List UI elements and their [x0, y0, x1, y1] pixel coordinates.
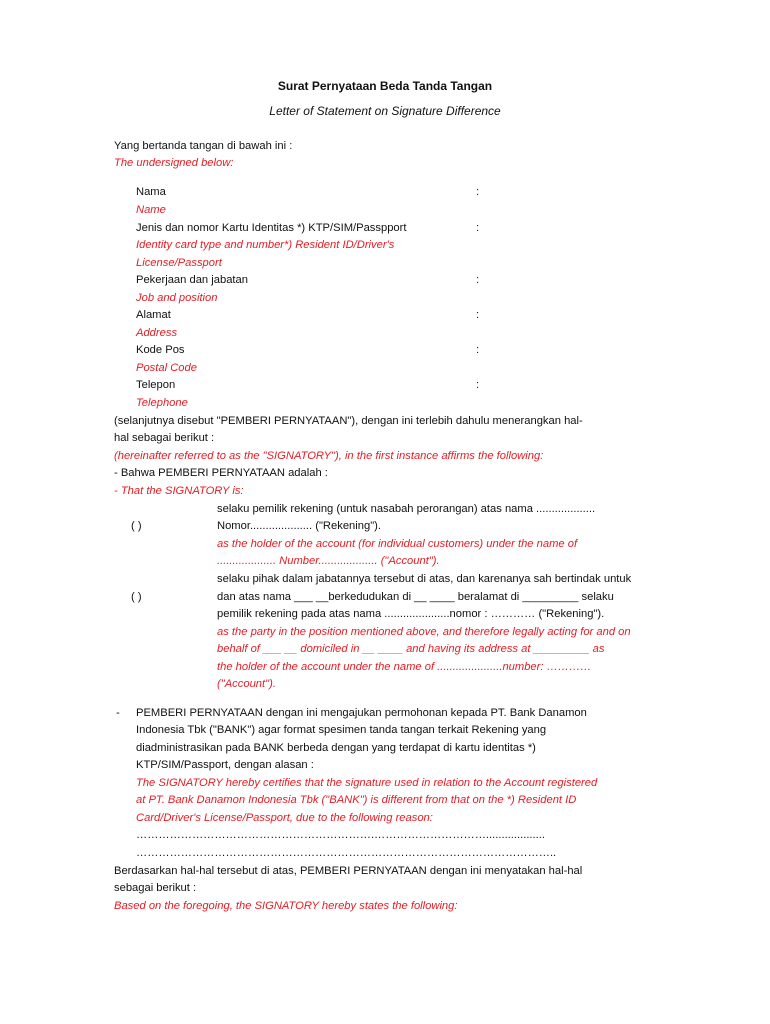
request-text-4: KTP/SIM/Passport, dengan alasan : — [136, 759, 314, 771]
reason-line-2[interactable]: ………………………………………………………………………………………………….. — [136, 847, 557, 859]
option2-text: selaku pihak dalam jabatannya tersebut di atas, dan karenanya sah bertindak untuk — [217, 573, 632, 585]
bahwa-text: - Bahwa PEMBERI PERNYATAAN adalah : — [114, 467, 328, 479]
field-job-label: Pekerjaan dan jabatan — [136, 274, 248, 286]
bahwa-text-en: - That the SIGNATORY is: — [114, 485, 244, 497]
field-id-card-label-en: Identity card type and number*) Resident ID/Driver's — [136, 239, 395, 251]
hereinafter-text-en: (hereinafter referred to as the "SIGNATORY"), in the first instance affirms the following: — [114, 450, 544, 462]
option1-text: selaku pemilik rekening (untuk nasabah perorangan) atas nama ................... — [217, 503, 596, 515]
request-text-en-3: Card/Driver's License/Passport, due to the following reason: — [136, 812, 433, 824]
field-id-card-label-en-2: License/Passport — [136, 257, 222, 269]
request-text-3: diadministrasikan pada BANK berbeda dengan yang terdapat di kartu identitas *) — [136, 742, 536, 754]
hereinafter-text: (selanjutnya disebut "PEMBERI PERNYATAAN"), dengan ini terlebih dahulu menerangkan hal- — [114, 415, 583, 427]
request-text: PEMBERI PERNYATAAN dengan ini mengajukan permohonan kepada PT. Bank Danamon — [136, 707, 587, 719]
request-text-en: The SIGNATORY hereby certifies that the signature used in relation to the Account registered — [136, 777, 598, 789]
option2-text-en-4: ("Account"). — [217, 678, 276, 690]
option2-text-en-2: behalf of ___ __ domiciled in __ ____ and having its address at _________ as — [217, 643, 605, 655]
option2-checkbox[interactable]: ( ) — [131, 591, 142, 603]
field-phone-colon: : — [476, 379, 480, 391]
intro-text-en: The undersigned below: — [114, 157, 234, 169]
field-name-label: Nama — [136, 186, 166, 198]
option1-text-2: Nomor.................... ("Rekening"). — [217, 520, 381, 532]
reason-line-1[interactable]: ……………………………………………………….…………………………................... — [136, 829, 545, 841]
intro-text: Yang bertanda tangan di bawah ini : — [114, 140, 293, 152]
field-job-colon: : — [476, 274, 480, 286]
field-phone-label: Telepon — [136, 379, 176, 391]
conclusion-text-2: sebagai berikut : — [114, 882, 197, 894]
hereinafter-text-2: hal sebagai berikut : — [114, 432, 215, 444]
field-job-label-en: Job and position — [136, 292, 218, 304]
field-postal-colon: : — [476, 344, 480, 356]
option2-text-en-3: the holder of the account under the name of .....................number: ………… — [217, 661, 592, 673]
field-postal-label-en: Postal Code — [136, 362, 197, 374]
field-name-colon: : — [476, 186, 480, 198]
field-postal-label: Kode Pos — [136, 344, 185, 356]
field-address-colon: : — [476, 309, 480, 321]
option1-text-en: as the holder of the account (for individual customers) under the name of — [217, 538, 578, 550]
field-phone-label-en: Telephone — [136, 397, 188, 409]
conclusion-text-en: Based on the foregoing, the SIGNATORY hereby states the following: — [114, 900, 458, 912]
request-dash: - — [116, 707, 120, 719]
field-name-label-en: Name — [136, 204, 166, 216]
option2-text-2: dan atas nama ___ __berkedudukan di __ ____ beralamat di _________ selaku — [217, 591, 614, 603]
option1-checkbox[interactable]: ( ) — [131, 520, 142, 532]
option1-text-en-2: ................... Number................... ("Account"). — [217, 555, 440, 567]
document-subtitle: Letter of Statement on Signature Difference — [269, 104, 501, 118]
option2-text-en: as the party in the position mentioned above, and therefore legally acting for and on — [217, 626, 631, 638]
field-address-label-en: Address — [136, 327, 178, 339]
request-text-2: Indonesia Tbk ("BANK") agar format spesimen tanda tangan terkait Rekening yang — [136, 724, 547, 736]
option2-text-3: pemilik rekening pada atas nama .....................nomor : ………… ("Rekening"). — [217, 608, 605, 620]
field-id-card-label: Jenis dan nomor Kartu Identitas *) KTP/SIM/Passpport — [136, 222, 407, 234]
document-title: Surat Pernyataan Beda Tanda Tangan — [277, 79, 493, 93]
conclusion-text: Berdasarkan hal-hal tersebut di atas, PEMBERI PERNYATAAN dengan ini menyatakan hal-hal — [114, 865, 583, 877]
field-id-card-colon: : — [476, 222, 480, 234]
field-address-label: Alamat — [136, 309, 171, 321]
request-text-en-2: at PT. Bank Danamon Indonesia Tbk ("BANK") is different from that on the *) Resident ID — [136, 794, 577, 806]
